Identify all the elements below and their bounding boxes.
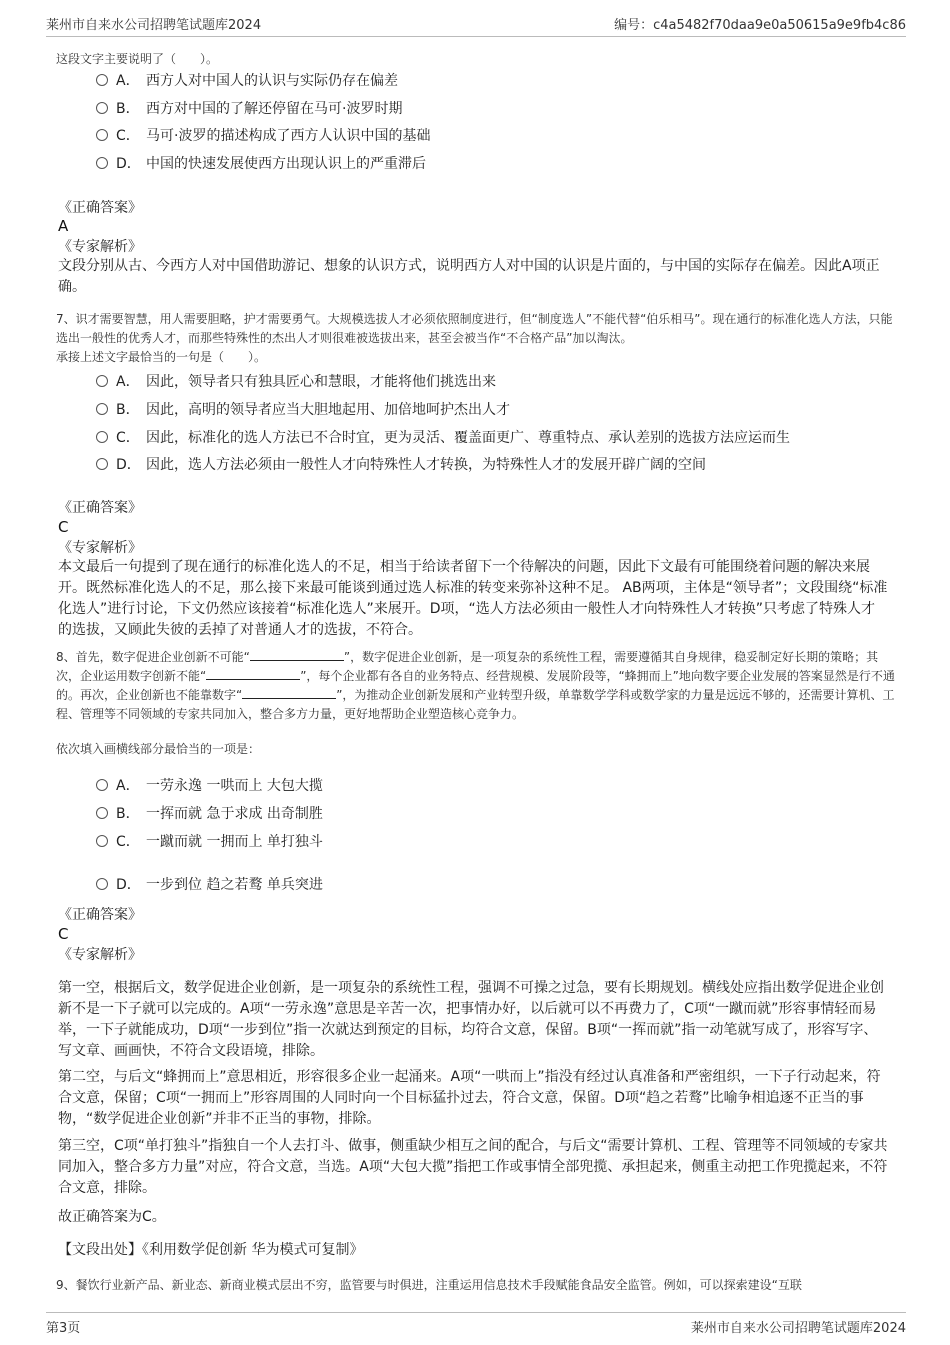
radio-icon[interactable] xyxy=(96,74,108,86)
radio-icon[interactable] xyxy=(96,835,108,847)
q8-option-c[interactable]: C． 一蹴而就 一拥而上 单打独斗 xyxy=(96,832,323,852)
q8-source: 【文段出处】《利用数学促创新 华为模式可复制》 xyxy=(58,1242,364,1258)
q6-option-c[interactable]: C． 马可·波罗的描述构成了西方人认识中国的基础 xyxy=(96,126,430,146)
q8-analysis-conclusion: 故正确答案为C。 xyxy=(58,1209,166,1225)
header-title: 莱州市自来水公司招聘笔试题库2024 xyxy=(46,18,262,33)
question-8-ask: 依次填入画横线部分最恰当的一项是： xyxy=(56,742,261,756)
page-footer xyxy=(46,1312,906,1335)
q6-answer: A xyxy=(58,217,69,235)
q7-option-d[interactable]: D． 因此，选人方法必须由一般性人才向特殊性人才转换，为特殊性人才的发展开辟广阔的空间 xyxy=(96,455,706,475)
footer-title: 莱州市自来水公司招聘笔试题库2024 xyxy=(690,1321,906,1336)
radio-icon[interactable] xyxy=(96,157,108,169)
q8-answer: C xyxy=(58,925,69,943)
radio-icon[interactable] xyxy=(96,807,108,819)
q8-analysis-para-1: 第一空，根据后文，数学促进企业创新，是一项复杂的系统性工程，强调不可操之过急，要有长期规划。横线处应指出数学促进企业创新不是一下子就可以完成的。A项“一劳永逸”意思是辛苦一次，把事情办好，以后就可以不再费力了，C项“一蹴而就”形容事情轻而易举，一下子就能成功，D项“一步到位”指一次就达到预定的目标，均符合文意，保留。B项“一挥而就”指一动笔就写成了，形容写字、写文章、画画快，不符合文段语境，排除。 xyxy=(58,980,884,1059)
q6-analysis: 文段分别从古、今西方人对中国借助游记、想象的认识方式，说明西方人对中国的认识是片面的，与中国的实际存在偏差。因此A项正确。 xyxy=(58,258,880,295)
radio-icon[interactable] xyxy=(96,102,108,114)
radio-icon[interactable] xyxy=(96,878,108,890)
q7-option-c[interactable]: C． 因此，标准化的选人方法已不合时宜，更为灵活、覆盖面更广、尊重特点、承认差别的选拔方法应运而生 xyxy=(96,428,790,448)
q7-option-b[interactable]: B． 因此，高明的领导者应当大胆地起用、加倍地呵护杰出人才 xyxy=(96,400,510,420)
q8-analysis-para-2: 第二空，与后文“蜂拥而上”意思相近，形容很多企业一起涌来。A项“一哄而上”指没有经过认真准备和严密组织，一下子行动起来，符合文意，保留；C项“一拥而上”形容周围的人同时向一个目标猛扑过去，符合文意，保留。D项“趋之若鹜”比喻争相追逐不正当的事物，“数学促进企业创新”并非不正当的事物，排除。 xyxy=(58,1069,881,1127)
page-header xyxy=(46,14,906,37)
radio-icon[interactable] xyxy=(96,403,108,415)
radio-icon[interactable] xyxy=(96,431,108,443)
q7-analysis-label: 《专家解析》 xyxy=(58,540,142,556)
fill-blank[interactable] xyxy=(250,650,344,661)
fill-blank[interactable] xyxy=(242,688,336,699)
question-8-stem: 8、首先，数字促进企业创新不可能“ ”，数字促进企业创新，是一项复杂的系统性工程，需要遵循其自身规律，稳妥制定好长期的策略；其次，企业运用数字创新不能“ ”，每个企业都有各自的业务特点、经营规模、发展阶段等，“蜂拥而上”地向数字要企业发展的答案显然是行不通的。再次，企业创新也不能靠数字“ ”，为推动企业创新发展和产业转型升级，单靠数学学科或数学家的力量是远远不够的，还需要计算机、工程、管理等不同领域的专家共同加入，整合多方力量，更好地帮助企业塑造核心竞争力。 xyxy=(56,650,895,721)
radio-icon[interactable] xyxy=(96,458,108,470)
radio-icon[interactable] xyxy=(96,375,108,387)
radio-icon[interactable] xyxy=(96,779,108,791)
q8-analysis-para-3: 第三空，C项“单打独斗”指独自一个人去打斗、做事，侧重缺少相互之间的配合，与后文“需要计算机、工程、管理等不同领域的专家共同加入，整合多方力量”对应，符合文意，当选。A项“大包大揽”指把工作或事情全部兜揽、承担起来，侧重主动把工作兜揽起来，不符合文意，排除。 xyxy=(58,1138,888,1196)
q6-answer-label: 《正确答案》 xyxy=(58,200,142,216)
q7-analysis: 本文最后一句提到了现在通行的标准化选人的不足，相当于给读者留下一个待解决的问题，因此下文最有可能围绕着问题的解决来展开。既然标准化选人的不足，那么接下来最可能谈到通过选人标准的转变来弥补这种不足。 AB两项，主体是“领导者”；文段围绕“标准化选人”进行讨论，下文仍然应该接着“标准化选人”来展开。D项，“选人方法必须由一般性人才向特殊性人才转换”只考虑了特殊人才的选拔，又顾此失彼的丢掉了对普通人才的选拔，不符合。 xyxy=(58,559,888,638)
q8-analysis-label: 《专家解析》 xyxy=(58,947,142,963)
q8-answer-label: 《正确答案》 xyxy=(58,907,142,923)
q8-option-b[interactable]: B． 一挥而就 急于求成 出奇制胜 xyxy=(96,804,323,824)
page-number: 第3页 xyxy=(46,1321,81,1336)
radio-icon[interactable] xyxy=(96,129,108,141)
q8-option-a[interactable]: A． 一劳永逸 一哄而上 大包大揽 xyxy=(96,776,323,796)
header-serial: 编号：c4a5482f70daa9e0a50615a9e9fb4c86 xyxy=(614,18,906,33)
question-7-stem: 7、识才需要智慧，用人需要胆略，护才需要勇气。大规模选拔人才必须依照制度进行，但“制度选人”不能代替“伯乐相马”。现在通行的标准化选人方法，只能选出一般性的优秀人才，而那些特殊性的杰出人才则很难被选拔出来，甚至会被当作“不合格产品”加以淘汰。 xyxy=(56,312,893,345)
q6-option-d[interactable]: D． 中国的快速发展使西方出现认识上的严重滞后 xyxy=(96,154,426,174)
q6-option-b[interactable]: B． 西方对中国的了解还停留在马可·波罗时期 xyxy=(96,99,402,119)
q7-answer-label: 《正确答案》 xyxy=(58,500,142,516)
question-7-ask: 承接上述文字最恰当的一句是（ ）。 xyxy=(56,350,267,364)
question-6-stem: 这段文字主要说明了（ ）。 xyxy=(56,52,219,66)
q6-option-a[interactable]: A． 西方人对中国人的认识与实际仍存在偏差 xyxy=(96,71,398,91)
question-9-stem: 9、餐饮行业新产品、新业态、新商业模式层出不穷，监管要与时俱进，注重运用信息技术手段赋能食品安全监管。例如，可以探索建设“互联 xyxy=(56,1278,802,1292)
q7-option-a[interactable]: A． 因此，领导者只有独具匠心和慧眼，才能将他们挑选出来 xyxy=(96,372,496,392)
fill-blank[interactable] xyxy=(206,669,300,680)
q6-analysis-label: 《专家解析》 xyxy=(58,239,142,255)
q7-answer: C xyxy=(58,518,69,536)
q8-option-d[interactable]: D． 一步到位 趋之若鹜 单兵突进 xyxy=(96,875,323,895)
